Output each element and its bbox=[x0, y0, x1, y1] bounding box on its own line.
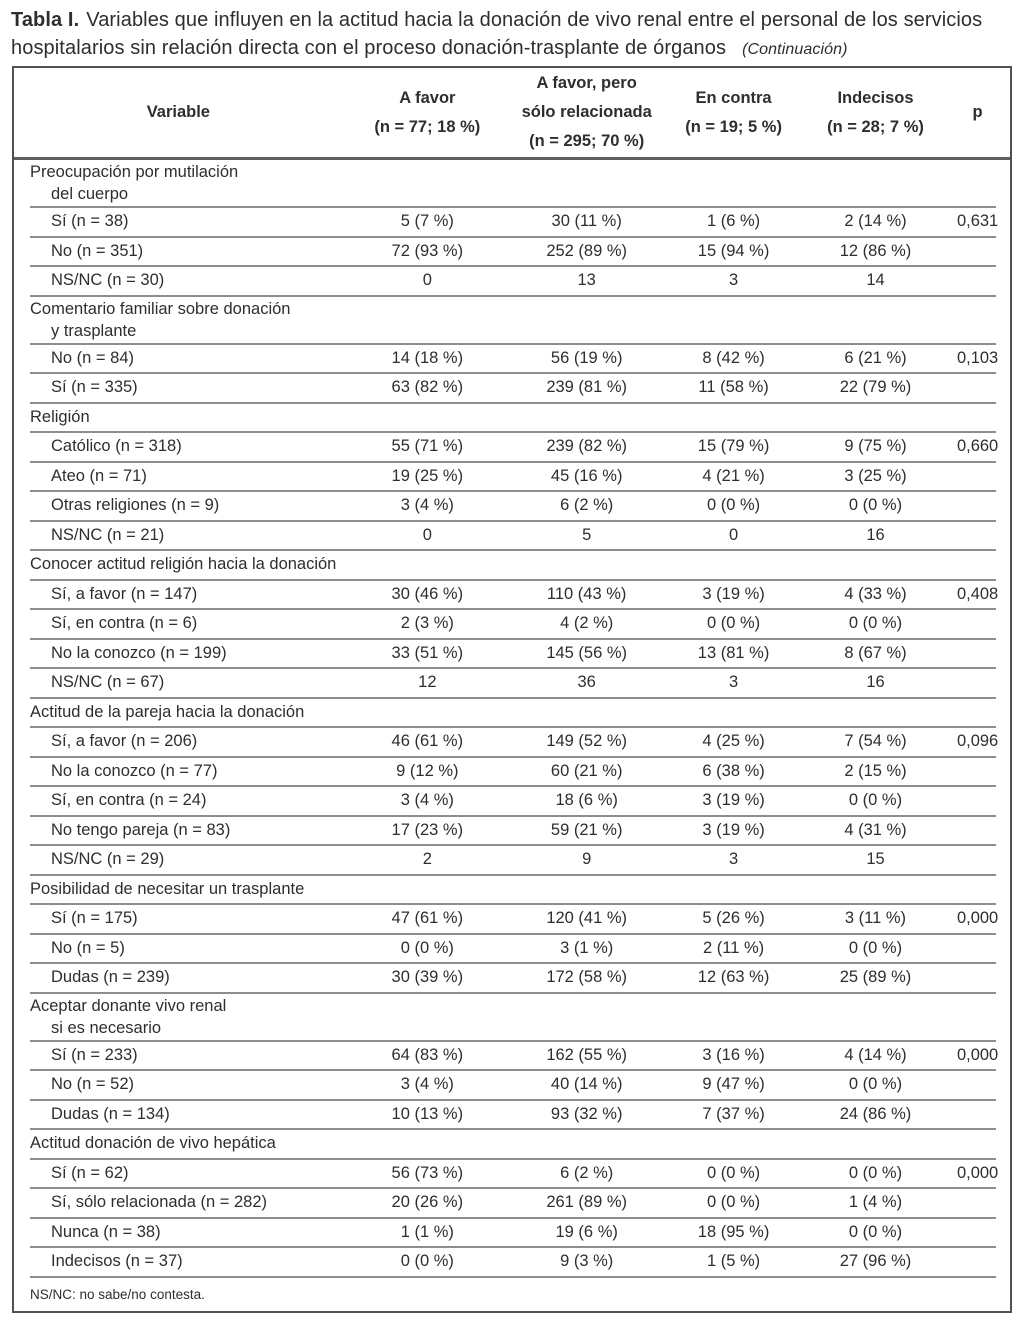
cell-value: 47 (61 %) bbox=[391, 909, 464, 928]
cell-value: 56 (19 %) bbox=[550, 348, 623, 367]
cell-value: 239 (82 %) bbox=[546, 437, 628, 456]
cell-value: 9 bbox=[582, 850, 592, 869]
row-label: Otras religiones (n = 9) bbox=[51, 496, 220, 515]
table-row bbox=[14, 345, 1010, 373]
cell-value: 15 (94 %) bbox=[697, 241, 770, 260]
column-header-indecisos bbox=[806, 84, 945, 142]
row-label: No (n = 84) bbox=[51, 348, 134, 367]
cell-value: 149 (52 %) bbox=[546, 732, 628, 751]
column-header-line: p bbox=[972, 103, 983, 121]
row-label: Ateo (n = 71) bbox=[51, 466, 147, 485]
cell-value: 24 (86 %) bbox=[839, 1104, 912, 1123]
cell-p-value: 0,000 bbox=[956, 1045, 999, 1064]
cell-value: 63 (82 %) bbox=[391, 378, 464, 397]
cell-value: 2 (15 %) bbox=[844, 761, 907, 780]
row-label: No (n = 52) bbox=[51, 1075, 134, 1094]
cell-value: 0 (0 %) bbox=[848, 1222, 903, 1241]
cell-value: 3 bbox=[728, 673, 739, 692]
cell-value: 252 (89 %) bbox=[546, 241, 628, 260]
column-header-line: Variable bbox=[146, 103, 210, 121]
cell-value: 2 (3 %) bbox=[400, 614, 454, 633]
section-header-line: Comentario familiar sobre donación bbox=[30, 299, 291, 318]
section-header-line: y trasplante bbox=[51, 321, 137, 340]
table-row bbox=[14, 1219, 1010, 1247]
cell-value: 172 (58 %) bbox=[546, 968, 628, 987]
cell-value: 4 (14 %) bbox=[844, 1045, 907, 1064]
column-header-line: (n = 28; 7 %) bbox=[827, 117, 924, 136]
column-header-line: Indecisos bbox=[837, 88, 914, 107]
cell-value: 59 (21 %) bbox=[550, 820, 623, 839]
cell-value: 8 (42 %) bbox=[702, 348, 765, 367]
cell-value: 30 (39 %) bbox=[391, 968, 464, 987]
cell-p-value: 0,000 bbox=[956, 1163, 999, 1182]
section-header-row bbox=[14, 699, 1010, 727]
section-header-line: si es necesario bbox=[51, 1018, 162, 1037]
cell-value: 27 (96 %) bbox=[839, 1252, 912, 1271]
cell-value: 0 (0 %) bbox=[706, 496, 761, 515]
section-header-row bbox=[14, 160, 1010, 206]
cell-value: 16 bbox=[866, 673, 885, 692]
cell-value: 36 bbox=[577, 673, 596, 692]
table-row bbox=[14, 669, 1010, 697]
table-row bbox=[14, 610, 1010, 638]
row-label: Católico (n = 318) bbox=[51, 437, 182, 456]
table-row bbox=[14, 905, 1010, 933]
row-label: No la conozco (n = 77) bbox=[51, 761, 218, 780]
cell-value: 1 (6 %) bbox=[706, 212, 761, 231]
cell-value: 145 (56 %) bbox=[546, 643, 628, 662]
table-row bbox=[14, 433, 1010, 461]
table-caption-label: Tabla I. bbox=[11, 9, 80, 31]
row-label: Sí, sólo relacionada (n = 282) bbox=[51, 1193, 268, 1212]
cell-value: 12 (86 %) bbox=[839, 241, 912, 260]
cell-value: 60 (21 %) bbox=[550, 761, 623, 780]
section-header-row bbox=[14, 994, 1010, 1040]
row-label: No tengo pareja (n = 83) bbox=[51, 820, 231, 839]
cell-value: 4 (2 %) bbox=[560, 614, 614, 633]
table-row bbox=[14, 964, 1010, 992]
row-label: No (n = 5) bbox=[51, 938, 125, 957]
cell-value: 93 (32 %) bbox=[550, 1104, 623, 1123]
cell-value: 56 (73 %) bbox=[391, 1163, 464, 1182]
cell-value: 162 (55 %) bbox=[546, 1045, 628, 1064]
section-header-line: Conocer actitud religión hacia la donación bbox=[30, 555, 337, 574]
row-label: Dudas (n = 134) bbox=[51, 1104, 170, 1123]
cell-value: 0 (0 %) bbox=[848, 1075, 903, 1094]
cell-p-value: 0,103 bbox=[956, 348, 999, 367]
cell-value: 3 (11 %) bbox=[844, 909, 907, 928]
cell-value: 4 (31 %) bbox=[844, 820, 907, 839]
table-footnote-row bbox=[14, 1278, 1010, 1311]
cell-value: 55 (71 %) bbox=[391, 437, 464, 456]
cell-value: 0 (0 %) bbox=[400, 938, 454, 957]
cell-value: 30 (46 %) bbox=[391, 584, 464, 603]
cell-value: 2 bbox=[422, 850, 432, 869]
cell-value: 17 (23 %) bbox=[391, 820, 464, 839]
cell-value: 110 (43 %) bbox=[546, 584, 627, 603]
row-label: No la conozco (n = 199) bbox=[51, 643, 227, 662]
section-header-row bbox=[14, 551, 1010, 579]
cell-value: 9 (3 %) bbox=[560, 1252, 614, 1271]
table-row bbox=[14, 935, 1010, 963]
cell-value: 6 (2 %) bbox=[560, 1163, 614, 1182]
section-header-line: Preocupación por mutilación bbox=[30, 163, 239, 181]
row-label: Sí (n = 175) bbox=[51, 909, 138, 928]
cell-value: 239 (81 %) bbox=[546, 378, 628, 397]
section-header-line: Actitud donación de vivo hepática bbox=[30, 1134, 276, 1153]
section-header-line: Actitud de la pareja hacia la donación bbox=[30, 702, 305, 721]
cell-value: 3 (16 %) bbox=[702, 1045, 765, 1064]
cell-value: 25 (89 %) bbox=[839, 968, 912, 987]
cell-value: 13 (81 %) bbox=[697, 643, 770, 662]
column-header-line: En contra bbox=[695, 88, 772, 107]
row-label: Sí, en contra (n = 24) bbox=[51, 791, 207, 810]
cell-value: 4 (25 %) bbox=[702, 732, 765, 751]
cell-value: 3 (25 %) bbox=[844, 466, 907, 485]
cell-value: 120 (41 %) bbox=[546, 909, 628, 928]
row-label: NS/NC (n = 67) bbox=[51, 673, 165, 692]
cell-value: 0 (0 %) bbox=[848, 614, 903, 633]
cell-value: 0 (0 %) bbox=[848, 496, 903, 515]
column-header-p bbox=[945, 98, 1010, 127]
cell-value: 8 (67 %) bbox=[844, 643, 907, 662]
column-header-a-favor-solo-relacionada bbox=[512, 69, 661, 156]
cell-value: 3 (19 %) bbox=[702, 820, 765, 839]
column-header-variable bbox=[14, 98, 343, 127]
table-row bbox=[14, 758, 1010, 786]
cell-value: 14 bbox=[866, 271, 885, 290]
row-label: Nunca (n = 38) bbox=[51, 1222, 161, 1241]
cell-value: 6 (38 %) bbox=[702, 761, 765, 780]
cell-value: 3 (4 %) bbox=[400, 1075, 454, 1094]
cell-value: 1 (4 %) bbox=[848, 1193, 903, 1212]
cell-value: 0 bbox=[422, 525, 432, 544]
row-label: Sí, en contra (n = 6) bbox=[51, 614, 198, 633]
table-row bbox=[14, 581, 1010, 609]
row-label: Sí (n = 233) bbox=[51, 1045, 138, 1064]
cell-value: 0 (0 %) bbox=[848, 791, 903, 810]
cell-value: 5 (26 %) bbox=[702, 909, 765, 928]
cell-p-value: 0,660 bbox=[956, 437, 999, 456]
row-label: No (n = 351) bbox=[51, 241, 144, 260]
cell-value: 13 bbox=[577, 271, 596, 290]
row-label: Dudas (n = 239) bbox=[51, 968, 170, 987]
row-label: Sí (n = 335) bbox=[51, 378, 138, 397]
cell-value: 10 (13 %) bbox=[391, 1104, 464, 1123]
column-header-line: (n = 77; 18 %) bbox=[374, 117, 481, 136]
table-caption bbox=[11, 7, 1013, 63]
table-row bbox=[14, 787, 1010, 815]
column-header-a-favor bbox=[343, 84, 512, 142]
cell-value: 0 (0 %) bbox=[848, 1163, 903, 1182]
cell-value: 1 (1 %) bbox=[400, 1222, 454, 1241]
cell-value: 3 (4 %) bbox=[400, 496, 454, 515]
table-row bbox=[14, 208, 1010, 236]
cell-value: 3 bbox=[728, 850, 739, 869]
cell-value: 3 (1 %) bbox=[560, 938, 614, 957]
cell-value: 0 (0 %) bbox=[706, 614, 761, 633]
table-caption-text: Variables que influyen en la actitud hacia la donación de vivo renal entre el personal de los servicios hospitalarios sin relación directa con el proceso donación-trasplante de órganos bbox=[11, 9, 983, 59]
cell-value: 15 bbox=[866, 850, 885, 869]
table-header-row bbox=[14, 68, 1010, 157]
section-header-line: Aceptar donante vivo renal bbox=[30, 996, 227, 1015]
data-table bbox=[12, 66, 1012, 1313]
cell-value: 64 (83 %) bbox=[391, 1045, 464, 1064]
cell-value: 3 (4 %) bbox=[400, 791, 454, 810]
cell-value: 12 (63 %) bbox=[697, 968, 770, 987]
cell-value: 30 (11 %) bbox=[551, 212, 622, 231]
table-row bbox=[14, 492, 1010, 520]
cell-value: 46 (61 %) bbox=[391, 732, 464, 751]
cell-p-value: 0,631 bbox=[956, 212, 999, 231]
cell-value: 7 (37 %) bbox=[702, 1104, 765, 1123]
cell-value: 18 (95 %) bbox=[697, 1222, 770, 1241]
table-row bbox=[14, 267, 1010, 295]
cell-value: 9 (47 %) bbox=[702, 1075, 765, 1094]
row-label: Sí (n = 62) bbox=[51, 1163, 129, 1182]
row-label: Sí, a favor (n = 147) bbox=[51, 584, 198, 603]
row-label: Sí, a favor (n = 206) bbox=[51, 732, 198, 751]
cell-p-value: 0,000 bbox=[956, 909, 999, 928]
cell-value: 0 (0 %) bbox=[848, 938, 903, 957]
table-row bbox=[14, 1071, 1010, 1099]
table-row bbox=[14, 728, 1010, 756]
table-row bbox=[14, 1248, 1010, 1276]
row-label: Indecisos (n = 37) bbox=[51, 1252, 183, 1271]
cell-value: 261 (89 %) bbox=[546, 1193, 628, 1212]
cell-value: 19 (6 %) bbox=[555, 1222, 618, 1241]
cell-value: 72 (93 %) bbox=[391, 241, 464, 260]
cell-value: 0 (0 %) bbox=[706, 1163, 761, 1182]
cell-value: 45 (16 %) bbox=[550, 466, 623, 485]
column-header-line: A favor bbox=[399, 88, 456, 107]
section-header-line: Posibilidad de necesitar un trasplante bbox=[30, 879, 305, 898]
cell-value: 0 bbox=[728, 525, 739, 544]
table-row bbox=[14, 817, 1010, 845]
table-row bbox=[14, 846, 1010, 874]
cell-value: 15 (79 %) bbox=[697, 437, 770, 456]
table-row bbox=[14, 640, 1010, 668]
cell-value: 9 (12 %) bbox=[396, 761, 459, 780]
table-row bbox=[14, 1101, 1010, 1129]
cell-value: 4 (33 %) bbox=[844, 584, 907, 603]
section-header-row bbox=[14, 876, 1010, 904]
cell-value: 5 (7 %) bbox=[400, 212, 454, 231]
table-row bbox=[14, 238, 1010, 266]
cell-value: 0 (0 %) bbox=[706, 1193, 761, 1212]
cell-p-value: 0,096 bbox=[956, 732, 999, 751]
cell-value: 18 (6 %) bbox=[555, 791, 618, 810]
row-label: Sí (n = 38) bbox=[51, 212, 129, 231]
cell-value: 4 (21 %) bbox=[702, 466, 765, 485]
cell-value: 3 (19 %) bbox=[702, 791, 765, 810]
cell-value: 16 bbox=[866, 525, 885, 544]
table-row bbox=[14, 1189, 1010, 1217]
section-header-line: Religión bbox=[30, 407, 90, 426]
column-header-line: (n = 295; 70 %) bbox=[529, 132, 645, 150]
section-header-row bbox=[14, 297, 1010, 343]
cell-value: 11 (58 %) bbox=[698, 378, 769, 397]
table-row bbox=[14, 1042, 1010, 1070]
cell-value: 40 (14 %) bbox=[550, 1075, 623, 1094]
cell-value: 19 (25 %) bbox=[391, 466, 464, 485]
cell-value: 12 bbox=[418, 673, 437, 692]
row-label: NS/NC (n = 21) bbox=[51, 525, 165, 544]
column-header-line: sólo relacionada bbox=[521, 103, 652, 121]
cell-value: 22 (79 %) bbox=[839, 378, 912, 397]
cell-p-value: 0,408 bbox=[956, 584, 999, 603]
column-header-line: (n = 19; 5 %) bbox=[685, 117, 782, 136]
table-row bbox=[14, 463, 1010, 491]
row-label: NS/NC (n = 30) bbox=[51, 271, 165, 290]
cell-value: 0 (0 %) bbox=[400, 1252, 454, 1271]
section-header-line: del cuerpo bbox=[51, 185, 129, 203]
cell-value: 0 bbox=[422, 271, 432, 290]
table-footnote: NS/NC: no sabe/no contesta. bbox=[30, 1286, 205, 1302]
column-header-en-contra bbox=[661, 84, 805, 142]
cell-value: 33 (51 %) bbox=[391, 643, 464, 662]
cell-value: 6 (21 %) bbox=[844, 348, 907, 367]
cell-value: 3 bbox=[728, 271, 739, 290]
cell-value: 2 (11 %) bbox=[703, 938, 765, 957]
row-label: NS/NC (n = 29) bbox=[51, 850, 165, 869]
table-row bbox=[14, 522, 1010, 550]
column-header-line: A favor, pero bbox=[536, 74, 637, 92]
cell-value: 7 (54 %) bbox=[844, 732, 907, 751]
table-row bbox=[14, 374, 1010, 402]
cell-value: 3 (19 %) bbox=[702, 584, 765, 603]
cell-value: 9 (75 %) bbox=[844, 437, 907, 456]
cell-value: 20 (26 %) bbox=[391, 1193, 464, 1212]
section-header-row bbox=[14, 404, 1010, 432]
cell-value: 2 (14 %) bbox=[844, 212, 907, 231]
section-header-row bbox=[14, 1130, 1010, 1158]
cell-value: 6 (2 %) bbox=[560, 496, 614, 515]
cell-value: 5 bbox=[582, 525, 592, 544]
table-caption-continuation: (Continuación) bbox=[742, 40, 848, 58]
table-row bbox=[14, 1160, 1010, 1188]
cell-value: 14 (18 %) bbox=[391, 348, 464, 367]
cell-value: 1 (5 %) bbox=[706, 1252, 761, 1271]
